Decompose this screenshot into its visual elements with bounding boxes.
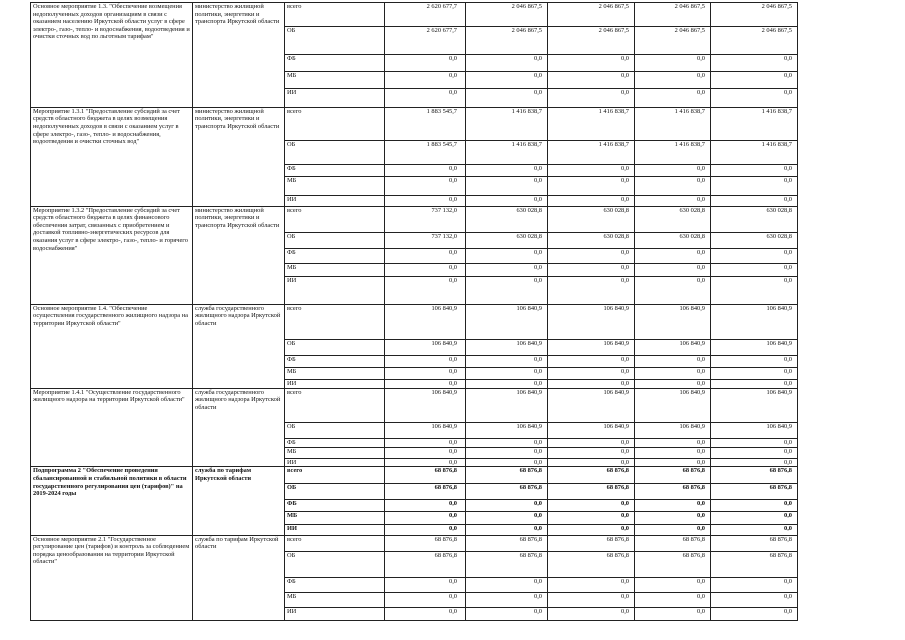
amount-cell: 0,0 — [711, 447, 798, 458]
amount-cell: 0,0 — [711, 54, 798, 71]
amount-cell: 0,0 — [548, 176, 635, 195]
funding-source-cell: ОБ — [285, 551, 385, 577]
amount-cell: 0,0 — [385, 458, 466, 467]
amount-cell: 0,0 — [466, 176, 548, 195]
amount-cell: 0,0 — [548, 164, 635, 176]
amount-cell: 0,0 — [385, 499, 466, 511]
amount-cell: 0,0 — [548, 458, 635, 467]
funding-source-cell: ОБ — [285, 232, 385, 248]
funding-source-cell: ОБ — [285, 26, 385, 54]
amount-cell: 0,0 — [466, 263, 548, 276]
amount-cell: 0,0 — [635, 71, 711, 88]
amount-cell: 1 416 838,7 — [711, 107, 798, 140]
amount-cell: 0,0 — [385, 607, 466, 620]
amount-cell: 1 883 545,7 — [385, 107, 466, 140]
funding-source-cell: ИИ — [285, 195, 385, 206]
executor-cell: служба государственного жилищного надзора Иркутской области — [193, 304, 285, 388]
amount-cell: 0,0 — [635, 164, 711, 176]
funding-source-cell: МБ — [285, 367, 385, 379]
amount-cell: 2 046 867,5 — [635, 26, 711, 54]
amount-cell: 0,0 — [466, 499, 548, 511]
amount-cell: 68 876,8 — [548, 483, 635, 499]
amount-cell: 0,0 — [548, 195, 635, 206]
amount-cell: 0,0 — [385, 355, 466, 367]
amount-cell: 0,0 — [711, 88, 798, 107]
funding-source-cell: ФБ — [285, 499, 385, 511]
funding-source-cell: МБ — [285, 176, 385, 195]
amount-cell: 0,0 — [711, 164, 798, 176]
amount-cell: 630 028,8 — [635, 206, 711, 232]
funding-source-cell: ИИ — [285, 607, 385, 620]
amount-cell: 0,0 — [711, 176, 798, 195]
amount-cell: 2 046 867,5 — [711, 26, 798, 54]
amount-cell: 0,0 — [635, 276, 711, 304]
funding-source-cell: всего — [285, 107, 385, 140]
amount-cell: 0,0 — [466, 54, 548, 71]
amount-cell: 630 028,8 — [711, 232, 798, 248]
amount-cell: 0,0 — [466, 511, 548, 524]
amount-cell: 0,0 — [635, 263, 711, 276]
amount-cell: 68 876,8 — [711, 467, 798, 483]
amount-cell: 1 416 838,7 — [548, 140, 635, 164]
amount-cell: 0,0 — [466, 592, 548, 607]
amount-cell: 0,0 — [635, 379, 711, 388]
amount-cell: 630 028,8 — [711, 206, 798, 232]
activity-name-cell: Основное мероприятие 1.3. "Обеспечение возмещения недополученных доходов организациям в связи с оказанием населению Иркутской области услуг в сфере электро-, газо-, тепло- и водоснабжения, водоотведения и очистки сточных вод по льготным тарифам" — [31, 3, 193, 108]
amount-cell: 106 840,9 — [466, 304, 548, 339]
funding-source-cell: всего — [285, 388, 385, 422]
amount-cell: 0,0 — [548, 607, 635, 620]
amount-cell: 0,0 — [635, 447, 711, 458]
budget-table-body — [31, 3, 798, 621]
funding-source-cell: ФБ — [285, 54, 385, 71]
executor-cell: министерство жилищной политики, энергетики и транспорта Иркутской области — [193, 206, 285, 304]
amount-cell: 68 876,8 — [635, 551, 711, 577]
table-row — [31, 388, 798, 422]
funding-source-cell: МБ — [285, 592, 385, 607]
amount-cell: 106 840,9 — [466, 339, 548, 355]
activity-name-cell: Мероприятие 1.3.2 "Предоставление субсидий за счет средств областного бюджета в целях финансового обеспечения затрат, связанных с приобретением и доставкой топливно-энергетических ресурсов для оказания услуг в сфере электро-, газо-, тепло- и горячего водоснабжения" — [31, 206, 193, 304]
amount-cell: 106 840,9 — [635, 339, 711, 355]
amount-cell: 0,0 — [385, 524, 466, 535]
amount-cell: 0,0 — [466, 524, 548, 535]
funding-source-cell: ФБ — [285, 355, 385, 367]
amount-cell: 0,0 — [548, 524, 635, 535]
amount-cell: 0,0 — [711, 379, 798, 388]
amount-cell: 106 840,9 — [711, 388, 798, 422]
amount-cell: 0,0 — [548, 592, 635, 607]
funding-source-cell: ОБ — [285, 483, 385, 499]
funding-source-cell: ФБ — [285, 577, 385, 592]
amount-cell: 106 840,9 — [385, 304, 466, 339]
amount-cell: 106 840,9 — [711, 304, 798, 339]
amount-cell: 0,0 — [711, 263, 798, 276]
activity-name-cell: Мероприятие 1.4.1 "Осуществление государственного жилищного надзора на территории Иркутской области" — [31, 388, 193, 467]
activity-name-cell: Подпрограмма 2 "Обеспечение проведения сбалансированной и стабильной политики в области государственного регулирования цен (тарифов)" на 2019-2024 годы — [31, 467, 193, 535]
amount-cell: 630 028,8 — [635, 232, 711, 248]
amount-cell: 0,0 — [466, 71, 548, 88]
funding-source-cell: ОБ — [285, 422, 385, 438]
table-row — [31, 206, 798, 232]
amount-cell: 0,0 — [711, 592, 798, 607]
amount-cell: 68 876,8 — [466, 483, 548, 499]
amount-cell: 0,0 — [635, 195, 711, 206]
amount-cell: 0,0 — [711, 276, 798, 304]
amount-cell: 1 416 838,7 — [635, 107, 711, 140]
amount-cell: 0,0 — [711, 355, 798, 367]
amount-cell: 68 876,8 — [635, 483, 711, 499]
amount-cell: 68 876,8 — [711, 483, 798, 499]
amount-cell: 106 840,9 — [711, 339, 798, 355]
amount-cell: 68 876,8 — [466, 467, 548, 483]
funding-source-cell: МБ — [285, 71, 385, 88]
amount-cell: 0,0 — [385, 248, 466, 263]
amount-cell: 0,0 — [466, 438, 548, 447]
amount-cell: 737 132,0 — [385, 232, 466, 248]
amount-cell: 0,0 — [635, 458, 711, 467]
amount-cell: 0,0 — [548, 71, 635, 88]
amount-cell: 2 046 867,5 — [466, 26, 548, 54]
table-row — [31, 467, 798, 483]
amount-cell: 106 840,9 — [548, 388, 635, 422]
amount-cell: 0,0 — [548, 248, 635, 263]
amount-cell: 737 132,0 — [385, 206, 466, 232]
amount-cell: 0,0 — [635, 355, 711, 367]
amount-cell: 0,0 — [466, 607, 548, 620]
amount-cell: 0,0 — [711, 248, 798, 263]
amount-cell: 0,0 — [385, 88, 466, 107]
funding-source-cell: ИИ — [285, 458, 385, 467]
amount-cell: 0,0 — [385, 176, 466, 195]
amount-cell: 0,0 — [466, 195, 548, 206]
amount-cell: 0,0 — [385, 367, 466, 379]
amount-cell: 0,0 — [548, 447, 635, 458]
amount-cell: 630 028,8 — [466, 232, 548, 248]
amount-cell: 68 876,8 — [466, 535, 548, 551]
funding-source-cell: всего — [285, 535, 385, 551]
amount-cell: 0,0 — [466, 355, 548, 367]
amount-cell: 0,0 — [466, 248, 548, 263]
amount-cell: 0,0 — [385, 577, 466, 592]
amount-cell: 0,0 — [385, 511, 466, 524]
table-row — [31, 107, 798, 140]
amount-cell: 0,0 — [635, 607, 711, 620]
amount-cell: 0,0 — [385, 263, 466, 276]
amount-cell: 2 620 677,7 — [385, 3, 466, 27]
amount-cell: 2 046 867,5 — [711, 3, 798, 27]
amount-cell: 68 876,8 — [385, 483, 466, 499]
amount-cell: 68 876,8 — [466, 551, 548, 577]
amount-cell: 0,0 — [711, 438, 798, 447]
amount-cell: 0,0 — [548, 511, 635, 524]
activity-name-cell: Мероприятие 1.3.1 "Предоставление субсидий за счет средств областного бюджета в целях возмещения недополученных доходов в связи с оказанием услуг в сфере электро-, газо-, тепло- и водоснабжения, водоотведения и очистки сточных вод" — [31, 107, 193, 206]
amount-cell: 0,0 — [711, 511, 798, 524]
amount-cell: 2 046 867,5 — [635, 3, 711, 27]
amount-cell: 0,0 — [466, 447, 548, 458]
funding-source-cell: ОБ — [285, 140, 385, 164]
amount-cell: 68 876,8 — [385, 535, 466, 551]
amount-cell: 0,0 — [466, 367, 548, 379]
amount-cell: 0,0 — [385, 592, 466, 607]
amount-cell: 0,0 — [635, 438, 711, 447]
amount-cell: 106 840,9 — [385, 388, 466, 422]
amount-cell: 68 876,8 — [548, 551, 635, 577]
amount-cell: 0,0 — [385, 164, 466, 176]
amount-cell: 0,0 — [635, 367, 711, 379]
funding-source-cell: ИИ — [285, 524, 385, 535]
amount-cell: 0,0 — [466, 164, 548, 176]
amount-cell: 0,0 — [385, 379, 466, 388]
amount-cell: 0,0 — [548, 438, 635, 447]
amount-cell: 0,0 — [466, 458, 548, 467]
amount-cell: 106 840,9 — [635, 304, 711, 339]
funding-source-cell: МБ — [285, 447, 385, 458]
amount-cell: 630 028,8 — [548, 206, 635, 232]
amount-cell: 0,0 — [635, 577, 711, 592]
funding-source-cell: всего — [285, 206, 385, 232]
executor-cell: служба государственного жилищного надзора Иркутской области — [193, 388, 285, 467]
amount-cell: 68 876,8 — [711, 551, 798, 577]
amount-cell: 68 876,8 — [385, 551, 466, 577]
amount-cell: 0,0 — [548, 499, 635, 511]
amount-cell: 1 416 838,7 — [466, 107, 548, 140]
executor-cell: служба по тарифам Иркутской области — [193, 467, 285, 535]
amount-cell: 0,0 — [548, 276, 635, 304]
amount-cell: 0,0 — [711, 499, 798, 511]
table-row — [31, 535, 798, 551]
amount-cell: 0,0 — [711, 195, 798, 206]
executor-cell: министерство жилищной политики, энергетики и транспорта Иркутской области — [193, 3, 285, 108]
amount-cell: 106 840,9 — [466, 388, 548, 422]
amount-cell: 0,0 — [711, 71, 798, 88]
amount-cell: 1 416 838,7 — [711, 140, 798, 164]
funding-source-cell: ИИ — [285, 276, 385, 304]
amount-cell: 0,0 — [466, 276, 548, 304]
amount-cell: 2 046 867,5 — [548, 26, 635, 54]
amount-cell: 0,0 — [548, 88, 635, 107]
table-row — [31, 3, 798, 27]
amount-cell: 0,0 — [711, 458, 798, 467]
amount-cell: 106 840,9 — [385, 339, 466, 355]
amount-cell: 68 876,8 — [548, 467, 635, 483]
table-row — [31, 304, 798, 339]
amount-cell: 1 883 545,7 — [385, 140, 466, 164]
amount-cell: 0,0 — [548, 367, 635, 379]
executor-cell: служба по тарифам Иркутской области — [193, 535, 285, 620]
amount-cell: 2 046 867,5 — [466, 3, 548, 27]
amount-cell: 0,0 — [548, 54, 635, 71]
funding-source-cell: ФБ — [285, 248, 385, 263]
amount-cell: 0,0 — [466, 379, 548, 388]
funding-source-cell: ФБ — [285, 438, 385, 447]
amount-cell: 0,0 — [548, 355, 635, 367]
amount-cell: 0,0 — [711, 607, 798, 620]
amount-cell: 1 416 838,7 — [466, 140, 548, 164]
amount-cell: 106 840,9 — [548, 422, 635, 438]
amount-cell: 106 840,9 — [548, 339, 635, 355]
amount-cell: 0,0 — [385, 447, 466, 458]
amount-cell: 68 876,8 — [635, 535, 711, 551]
amount-cell: 0,0 — [385, 195, 466, 206]
amount-cell: 0,0 — [385, 54, 466, 71]
amount-cell: 106 840,9 — [711, 422, 798, 438]
amount-cell: 0,0 — [711, 367, 798, 379]
amount-cell: 68 876,8 — [635, 467, 711, 483]
amount-cell: 1 416 838,7 — [635, 140, 711, 164]
amount-cell: 0,0 — [635, 592, 711, 607]
activity-name-cell: Основное мероприятие 2.1 "Государственное регулирование цен (тарифов) и контроль за соблюдением порядка ценообразования на территории Иркутской области" — [31, 535, 193, 620]
amount-cell: 0,0 — [385, 276, 466, 304]
funding-source-cell: всего — [285, 467, 385, 483]
amount-cell: 0,0 — [635, 176, 711, 195]
executor-cell: министерство жилищной политики, энергетики и транспорта Иркутской области — [193, 107, 285, 206]
amount-cell: 0,0 — [635, 88, 711, 107]
amount-cell: 0,0 — [548, 379, 635, 388]
funding-source-cell: МБ — [285, 263, 385, 276]
amount-cell: 0,0 — [635, 54, 711, 71]
funding-source-cell: ИИ — [285, 88, 385, 107]
amount-cell: 106 840,9 — [385, 422, 466, 438]
amount-cell: 68 876,8 — [385, 467, 466, 483]
amount-cell: 0,0 — [548, 577, 635, 592]
amount-cell: 630 028,8 — [466, 206, 548, 232]
amount-cell: 106 840,9 — [635, 388, 711, 422]
amount-cell: 106 840,9 — [635, 422, 711, 438]
funding-source-cell: ОБ — [285, 339, 385, 355]
amount-cell: 0,0 — [635, 248, 711, 263]
amount-cell: 0,0 — [635, 499, 711, 511]
amount-cell: 0,0 — [385, 71, 466, 88]
amount-cell: 630 028,8 — [548, 232, 635, 248]
amount-cell: 68 876,8 — [711, 535, 798, 551]
amount-cell: 1 416 838,7 — [548, 107, 635, 140]
amount-cell: 0,0 — [548, 263, 635, 276]
amount-cell: 0,0 — [711, 524, 798, 535]
budget-table — [30, 2, 798, 621]
amount-cell: 0,0 — [711, 577, 798, 592]
funding-source-cell: всего — [285, 304, 385, 339]
funding-source-cell: всего — [285, 3, 385, 27]
amount-cell: 0,0 — [466, 88, 548, 107]
amount-cell: 0,0 — [466, 577, 548, 592]
amount-cell: 0,0 — [635, 511, 711, 524]
funding-source-cell: ИИ — [285, 379, 385, 388]
amount-cell: 106 840,9 — [466, 422, 548, 438]
activity-name-cell: Основное мероприятие 1.4. "Обеспечение осуществления государственного жилищного надзора на территории Иркутской области" — [31, 304, 193, 388]
amount-cell: 0,0 — [385, 438, 466, 447]
funding-source-cell: МБ — [285, 511, 385, 524]
amount-cell: 2 620 677,7 — [385, 26, 466, 54]
funding-source-cell: ФБ — [285, 164, 385, 176]
amount-cell: 2 046 867,5 — [548, 3, 635, 27]
amount-cell: 68 876,8 — [548, 535, 635, 551]
amount-cell: 0,0 — [635, 524, 711, 535]
amount-cell: 106 840,9 — [548, 304, 635, 339]
